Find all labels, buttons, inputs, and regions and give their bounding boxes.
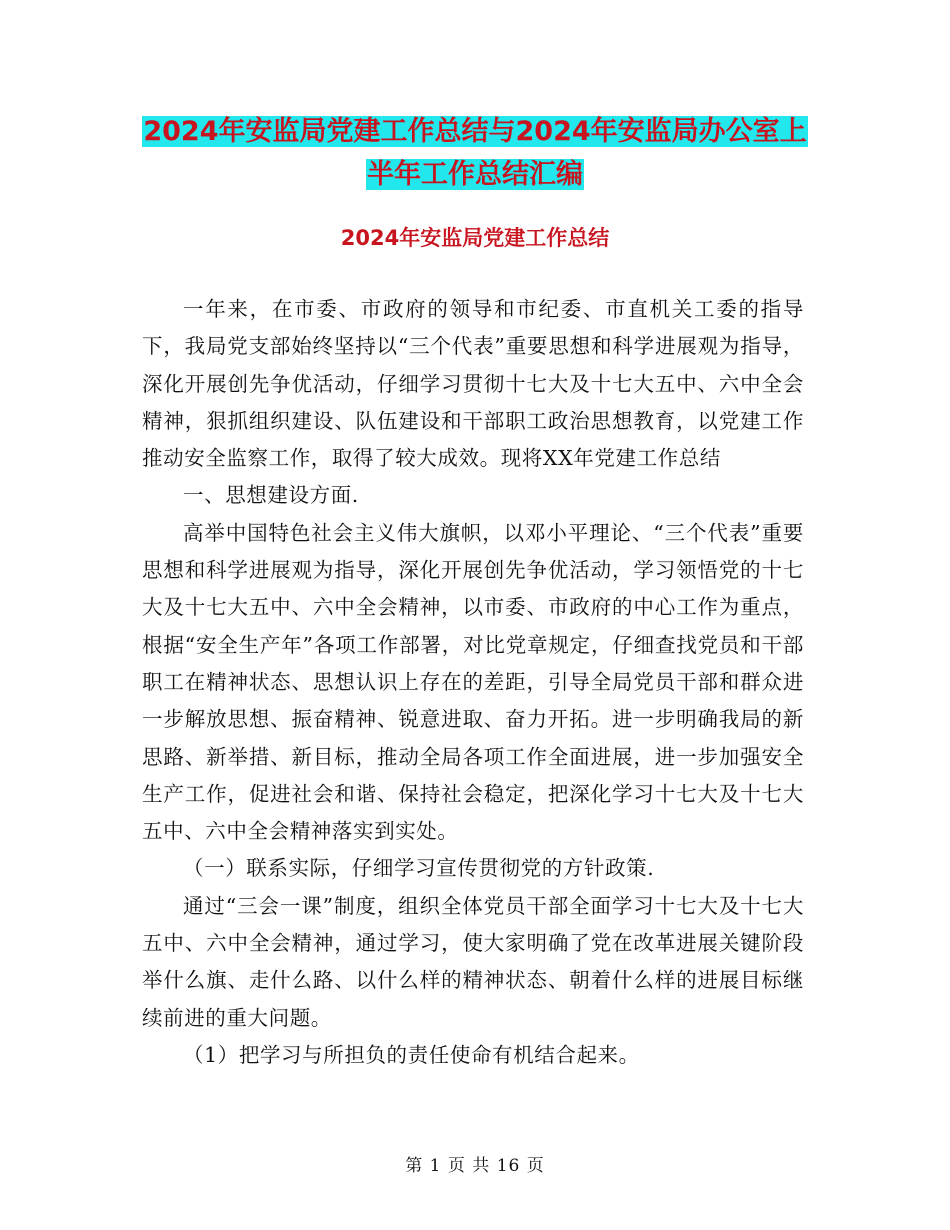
paragraph-study: 通过“三会一课”制度，组织全体党员干部全面学习十七大及十七大五中、六中全会精神，通过学习，使大家明确了党在改革进展关键阶段举什么旗、走什么路、以什么样的精神状态、朝着什么样的进展目标继续前进的重大问题。	[142, 893, 804, 1030]
subheading-responsibility: （1）把学习与所担负的责任使命有机结合起来。	[183, 1042, 640, 1067]
page-footer: 第 1 页 共 16 页	[405, 1156, 545, 1176]
paragraph-intro: 一年来，在市委、市政府的领导和市纪委、市直机关工委的指导下，我局党支部始终坚持以“三个代表”重要思想和科学进展观为指导，深化开展创先争优活动，仔细学习贯彻十七大及十七大五中、六中全会精神，狠抓组织建设、队伍建设和干部职工政治思想教育，以党建工作推动安全监察工作，取得了较大成效。现将XX年党建工作总结	[142, 297, 804, 471]
section-title: 2024年安监局党建工作总结	[340, 226, 610, 250]
title-highlight-1: 2024年安监局党建工作总结与2024年安监局办公室上	[143, 116, 807, 147]
document-title-line-1	[0, 110, 950, 154]
heading-ideology: 一、思想建设方面.	[183, 483, 359, 508]
paragraph-ideology: 高举中国特色社会主义伟大旗帜，以邓小平理论、“三个代表”重要思想和科学进展观为指导，深化开展创先争优活动，学习领悟党的十七大及十七大五中、六中全会精神，以市委、市政府的中心工作为重点，根据“安全生产年”各项工作部署，对比党章规定，仔细查找党员和干部职工在精神状态、思想认识上存在的差距，引导全局党员干部和群众进一步解放思想、振奋精神、锐意进取、奋力开拓。进一步明确我局的新思路、新举措、新目标，推动全局各项工作全面进展，进一步加强安全生产工作，促进社会和谐、保持社会稳定，把深化学习十七大及十七大五中、六中全会精神落实到实处。	[142, 520, 804, 844]
subheading-policy: （一）联系实际，仔细学习宣传贯彻党的方针政策.	[183, 856, 655, 881]
document-title-line-2	[0, 153, 950, 197]
document-body	[142, 291, 804, 1074]
title-highlight-2: 半年工作总结汇编	[367, 159, 583, 190]
